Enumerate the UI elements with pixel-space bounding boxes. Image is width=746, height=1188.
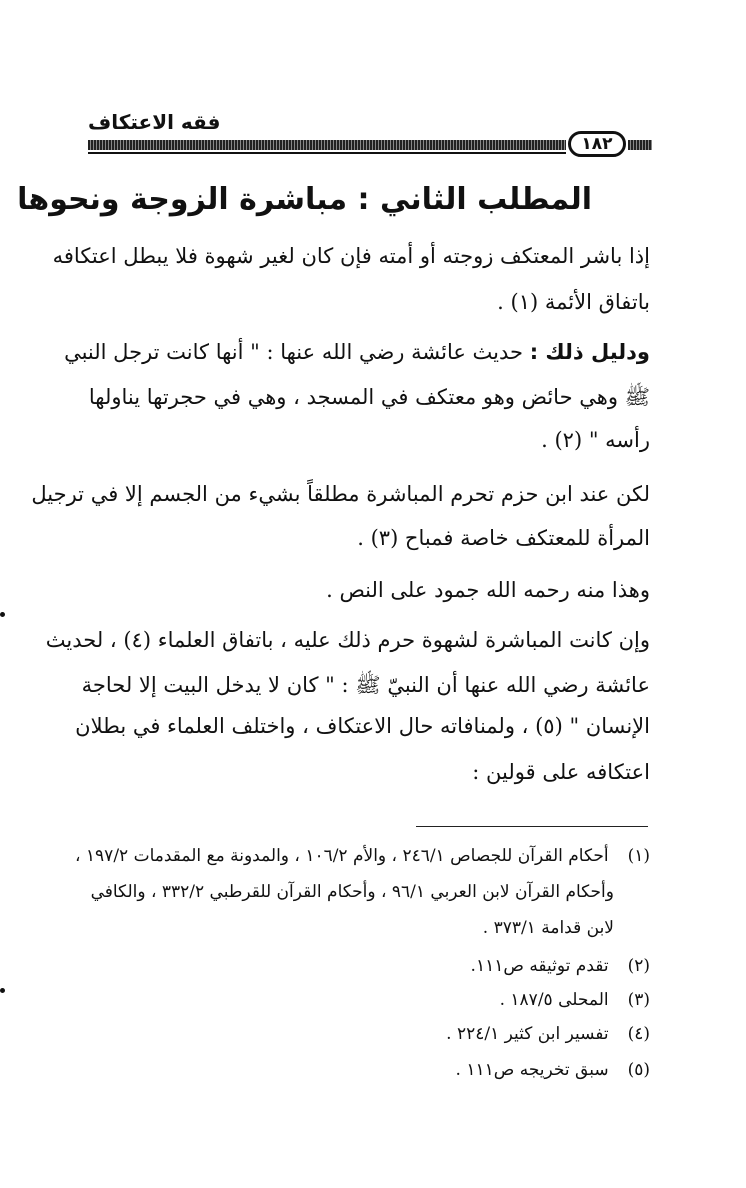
paragraph-line: إذا باشر المعتكف زوجته أو أمته فإن كان لغير شهوة فلا يبطل اعتكافه [52,244,650,268]
footnote-number: (١) [627,846,650,866]
header-rule [88,140,566,150]
section-heading: المطلب الثاني : مباشرة الزوجة ونحوها [17,182,592,217]
paragraph-text: حديث عائشة رضي الله عنها : " أنها كانت ترجل النبي [64,340,524,364]
paragraph-line: اعتكافه على قولين : [472,760,650,784]
paragraph-line: وإن كانت المباشرة لشهوة حرم ذلك عليه ، باتفاق العلماء (٤) ، لحديث [45,628,650,652]
footnote-3 [500,990,650,1010]
footnote-line: وأحكام القرآن لابن العربي ٩٦/١ ، وأحكام القرآن للقرطبي ٣٣٢/٢ ، والكافي [90,882,614,902]
scan-mark [0,612,5,617]
paragraph-line: باتفاق الأئمة (١) . [497,290,650,314]
footnote-number: (٥) [627,1060,650,1080]
paragraph-line: لكن عند ابن حزم تحرم المباشرة مطلقاً بشيء من الجسم إلا في ترجيل [31,482,650,506]
running-title: فقه الاعتكاف [88,110,221,134]
paragraph-lead: ودليل ذلك : [529,340,650,364]
paragraph-line [64,340,650,364]
footnote-text: تفسير ابن كثير ٢٢٤/١ . [446,1024,609,1044]
footnote-separator [416,826,648,827]
paragraph-line: رأسه " (٢) . [541,428,650,452]
footnote-text: أحكام القرآن للجصاص ٢٤٦/١ ، والأم ١٠٦/٢ ، والمدونة مع المقدمات ١٩٧/٢ ، [75,846,609,866]
paragraph-line: الإنسان " (٥) ، ولمنافاته حال الاعتكاف ، واختلف العلماء في بطلان [75,714,650,738]
paragraph-line: وهذا منه رحمه الله جمود على النص . [326,578,650,602]
footnote-text: سبق تخريجه ص١١١ . [455,1060,609,1080]
footnote-text: المحلى ١٨٧/٥ . [499,990,609,1010]
header-rule-ornament [628,140,652,150]
footnote-text: تقدم توثيقه ص١١١. [470,956,609,976]
paragraph-line: ﷺ وهي حائض وهو معتكف في المسجد ، وهي في حجرتها يناولها [88,385,650,409]
footnote-2 [471,956,650,976]
footnote-number: (٣) [627,990,650,1010]
scan-mark [0,988,5,993]
paragraph-line: عائشة رضي الله عنها أن النبيّ ﷺ : " كان لا يدخل البيت إلا لحاجة [81,673,650,697]
paragraph-line: المرأة للمعتكف خاصة فمباح (٣) . [357,526,650,550]
footnote-4 [446,1024,650,1044]
footnote-number: (٤) [627,1024,650,1044]
page-number: ١٨٢ [568,131,626,157]
footnote-5 [456,1060,650,1080]
footnote-1 [75,846,650,866]
footnote-line: لابن قدامة ٣٧٣/١ . [482,918,614,938]
footnote-number: (٢) [627,956,650,976]
